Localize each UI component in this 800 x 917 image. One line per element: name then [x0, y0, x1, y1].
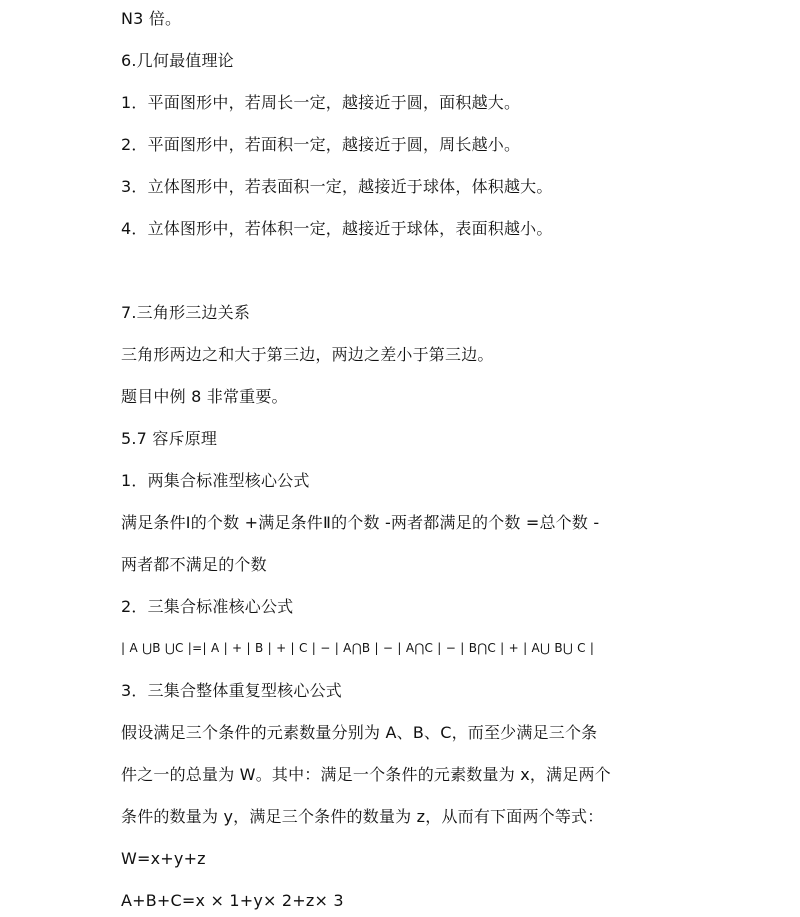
text-line-two-set-formula: 满足条件Ⅰ的个数 +满足条件Ⅱ的个数 -两者都满足的个数 =总个数 -: [121, 513, 600, 532]
equation-w-total: W=x+y+z: [121, 849, 206, 868]
formula-three-set-standard: | A ⋃B ⋃C |=| A | + | B | + | C | − | A⋂B | − | A⋂C | − | B⋂C | + | A⋃ B⋃ C |: [121, 641, 595, 655]
text-line-two-set-formula-cont: 两者都不满足的个数: [121, 555, 267, 574]
text-line-assumption-1: 假设满足三个条件的元素数量分别为 A、B、C，而至少满足三个条: [121, 723, 598, 742]
section-heading-triangle-sides: 7.三角形三边关系: [121, 303, 251, 322]
list-item-perimeter-rule: 1．平面图形中，若周长一定，越接近于圆，面积越大。: [121, 93, 521, 112]
list-item-two-set-heading: 1．两集合标准型核心公式: [121, 471, 310, 490]
text-line-assumption-2: 件之一的总量为 W。其中：满足一个条件的元素数量为 x，满足两个: [121, 765, 611, 784]
section-heading-geometry-extremum: 6.几何最值理论: [121, 51, 234, 70]
list-item-three-set-repeat-heading: 3．三集合整体重复型核心公式: [121, 681, 342, 700]
text-line-n3-times: N3 倍。: [121, 9, 182, 28]
list-item-three-set-heading: 2．三集合标准核心公式: [121, 597, 294, 616]
list-item-surface-area-rule: 3．立体图形中，若表面积一定，越接近于球体，体积越大。: [121, 177, 553, 196]
equation-abc-sum: A+B+C=x × 1+y× 2+z× 3: [121, 891, 344, 910]
text-line-assumption-3: 条件的数量为 y，满足三个条件的数量为 z，从而有下面两个等式：: [121, 807, 604, 826]
text-line-triangle-rule: 三角形两边之和大于第三边，两边之差小于第三边。: [121, 345, 494, 364]
section-heading-inclusion-exclusion: 5.7 容斥原理: [121, 429, 218, 448]
text-line-example-note: 题目中例 8 非常重要。: [121, 387, 288, 406]
list-item-volume-rule: 4．立体图形中，若体积一定，越接近于球体，表面积越小。: [121, 219, 553, 238]
list-item-area-rule: 2．平面图形中，若面积一定，越接近于圆，周长越小。: [121, 135, 521, 154]
